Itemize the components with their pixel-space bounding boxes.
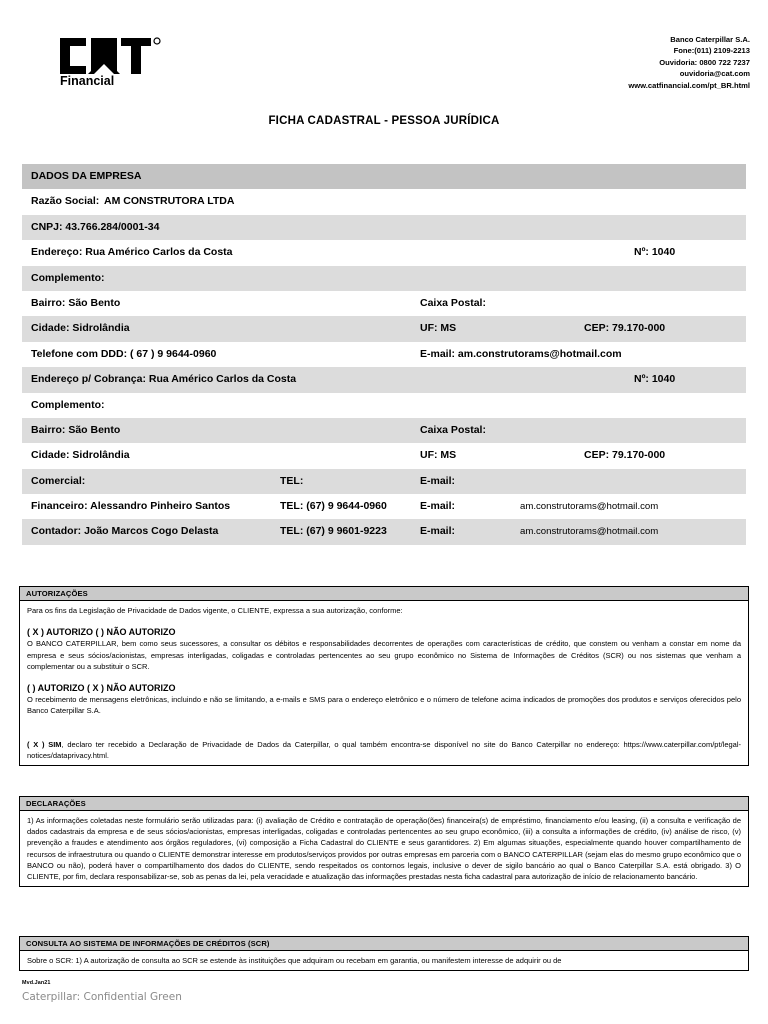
table-row-bairro — [22, 291, 746, 316]
spacer — [27, 728, 741, 739]
table-row-contact-contador — [22, 519, 746, 544]
table-row-telefone — [22, 342, 746, 367]
complemento-label: Complemento: — [31, 271, 105, 284]
endereco-numero: Nº: 1040 — [634, 246, 676, 259]
bank-phone: Fone:(011) 2109-2213 — [673, 46, 750, 56]
caixa-postal-2-label: Caixa Postal: — [420, 423, 486, 436]
autorizacao-option-1-text: O BANCO CATERPILLAR, bem como seus sucessores, a consultar os débitos e responsabilidades decorrentes de operações com características de crédito, que constem ou venham a constar em nome da empresa e seus sócios/acionistas, empresas interligadas, coligadas e controladas pertencentes ao seu grupo econômico no Sistema de Informações de Créditos (SCR) ou nos sistemas que venham a complementar ou a substituir o SCR. — [27, 639, 741, 671]
company-data-table — [22, 164, 746, 545]
table-row-endereco — [22, 240, 746, 265]
scr-title: CONSULTA AO SISTEMA DE INFORMAÇÕES DE CRÉDITOS (SCR) — [20, 937, 748, 951]
endereco-cobranca-numero: Nº: 1040 — [634, 373, 676, 386]
autorizacao-option-1-label[interactable]: ( X ) AUTORIZO ( ) NÃO AUTORIZO — [27, 627, 176, 638]
table-row-complemento-2 — [22, 393, 746, 418]
bairro-2-value: Bairro: São Bento — [31, 423, 121, 436]
bairro-value: Bairro: São Bento — [31, 296, 121, 309]
scr-box — [19, 936, 749, 971]
cnpj-value: CNPJ: 43.766.284/0001-34 — [31, 220, 160, 233]
uf-2-value: UF: MS — [420, 449, 457, 462]
table-row-contact-financeiro — [22, 494, 746, 519]
table-row-cnpj — [22, 215, 746, 240]
telefone-value: Telefone com DDD: ( 67 ) 9 9644-0960 — [31, 347, 217, 360]
contact-role: Financeiro: Alessandro Pinheiro Santos — [31, 500, 231, 513]
table-row-cidade-2 — [22, 443, 746, 468]
bank-ombudsman: Ouvidoria: 0800 722 7237 — [659, 57, 750, 67]
razao-social-label: Razão Social: — [31, 195, 100, 208]
spacer — [27, 672, 741, 683]
contact-email-label: E-mail: — [420, 525, 456, 538]
section-header-dados-da-empresa — [22, 164, 746, 189]
table-row-bairro-2 — [22, 418, 746, 443]
cep-value: CEP: 79.170-000 — [584, 322, 666, 335]
declaracoes-box — [19, 796, 749, 887]
email-value: E-mail: am.construtorams@hotmail.com — [420, 347, 622, 360]
autorizacao-option-3 — [27, 739, 741, 761]
contact-tel: TEL: — [280, 474, 304, 487]
declaracoes-body — [20, 811, 748, 886]
autorizacoes-box — [19, 586, 749, 766]
autorizacoes-body — [20, 601, 748, 765]
declaracoes-text: 1) As informações coletadas neste formulário serão utilizadas para: (i) avaliação de Crédito e contratação de operação(ões) financeira(s) de empréstimo, financiamento e/ou leasing, (ii) a consulta e verificação de dados cadastrais da empresa e de seus sócios/acionistas, empresas interligadas, coligadas e controladas pertencentes ao seu grupo econômico, (iii) a consulta a informações de crédito, (iv) análise de risco, (v) prevenção a fraudes e atendimento aos órgãos reguladores, (vi) composição a Ficha Cadastral do CLIENTE e seus garantidores. 2) Em algumas situações, especialmente quando houver compartilhamento de recursos de infraestrutura ou quando o CLIENTE demonstrar interesse em produtos/serviços providos por outras empresas em parceria com o BANCO CATERPILLAR (sejam elas do mesmo grupo econômico que o BANCO ou não), poderá haver o compartilhamento dos dados do CLIENTE, sendo respeitados os contornos legais, inclusive o dever de sigilo bancário ao qual o Banco Caterpillar S.A. está obrigado. 3) O CLIENTE, por fim, declara responsabilizar-se, sob as penas da lei, pela veracidade e atualização das informações prestadas nesta ficha cadastral para autorização de início de relacionamento bancário. — [27, 816, 741, 882]
autorizacao-option-2-label[interactable]: ( ) AUTORIZO ( X ) NÃO AUTORIZO — [27, 683, 176, 694]
contact-role: Comercial: — [31, 474, 86, 487]
autorizacoes-title: AUTORIZAÇÕES — [20, 587, 748, 601]
razao-social-value: AM CONSTRUTORA LTDA — [104, 195, 235, 208]
table-row-razao-social — [22, 189, 746, 214]
bank-name: Banco Caterpillar S.A. — [670, 35, 750, 44]
cidade-2-value: Cidade: Sidrolândia — [31, 449, 130, 462]
contact-tel: TEL: (67) 9 9601-9223 — [280, 525, 387, 538]
endereco-cobranca-value: Endereço p/ Cobrança: Rua Américo Carlos da Costa — [31, 373, 297, 386]
bank-contact-block — [628, 34, 750, 91]
contact-role: Contador: João Marcos Cogo Delasta — [31, 525, 219, 538]
uf-value: UF: MS — [420, 322, 457, 335]
table-row-contact-comercial — [22, 469, 746, 494]
autorizacoes-intro: Para os fins da Legislação de Privacidade de Dados vigente, o CLIENTE, expressa a sua autorização, conforme: — [27, 606, 403, 615]
bank-email: ouvidoria@cat.com — [679, 69, 750, 79]
complemento-2-label: Complemento: — [31, 398, 105, 411]
declaracoes-title: DECLARAÇÕES — [20, 797, 748, 811]
autorizacao-option-3-label[interactable]: ( X ) SIM — [27, 739, 62, 749]
scr-text: Sobre o SCR: 1) A autorização de consulta ao SCR se estende às instituições que adquiram ou recebam em garantia, ou manifestem interesse de adquirir ou de — [27, 956, 562, 965]
scr-body — [20, 951, 748, 970]
logo-subtitle: Financial — [60, 74, 115, 88]
contact-email-label: E-mail: — [420, 500, 456, 513]
contact-email-value: am.construtorams@hotmail.com — [520, 526, 659, 538]
table-row-endereco-cobranca — [22, 367, 746, 392]
autorizacao-option-3-text: , declaro ter recebido a Declaração de Privacidade de Dados da Caterpillar, o qual também encontra-se disponível no site do Banco Caterpillar no endereço: https://www.caterpillar.com/pt/legal-notices/dataprivacy.html. — [27, 739, 741, 760]
contact-email-value: am.construtorams@hotmail.com — [520, 501, 659, 513]
table-row-cidade — [22, 316, 746, 341]
page-title: FICHA CADASTRAL - PESSOA JURÍDICA — [268, 115, 500, 127]
spacer — [27, 717, 741, 728]
contact-tel: TEL: (67) 9 9644-0960 — [280, 500, 387, 513]
bank-website: www.catfinancial.com/pt_BR.html — [628, 80, 750, 90]
autorizacao-option-2-text: O recebimento de mensagens eletrônicas, incluindo e não se limitando, a e-mails e SMS para o endereço eletrônico e o número de telefone acima indicados de promoções dos produtos e serviços oferecidos pelo Banco Caterpillar S.A. — [27, 695, 741, 716]
confidentiality-notice: Caterpillar: Confidential Green — [22, 991, 182, 1003]
endereco-value: Endereço: Rua Américo Carlos da Costa — [31, 246, 233, 259]
caixa-postal-label: Caixa Postal: — [420, 296, 486, 309]
cidade-value: Cidade: Sidrolândia — [31, 322, 130, 335]
revision-code: Mvd.Jan21 — [22, 980, 51, 986]
cat-logo-icon — [58, 36, 164, 78]
table-row-complemento — [22, 266, 746, 291]
cep-2-value: CEP: 79.170-000 — [584, 449, 666, 462]
section-header-label: DADOS DA EMPRESA — [31, 170, 142, 182]
spacer — [27, 616, 741, 627]
document-header — [0, 0, 768, 108]
contact-email-label: E-mail: — [420, 474, 456, 487]
